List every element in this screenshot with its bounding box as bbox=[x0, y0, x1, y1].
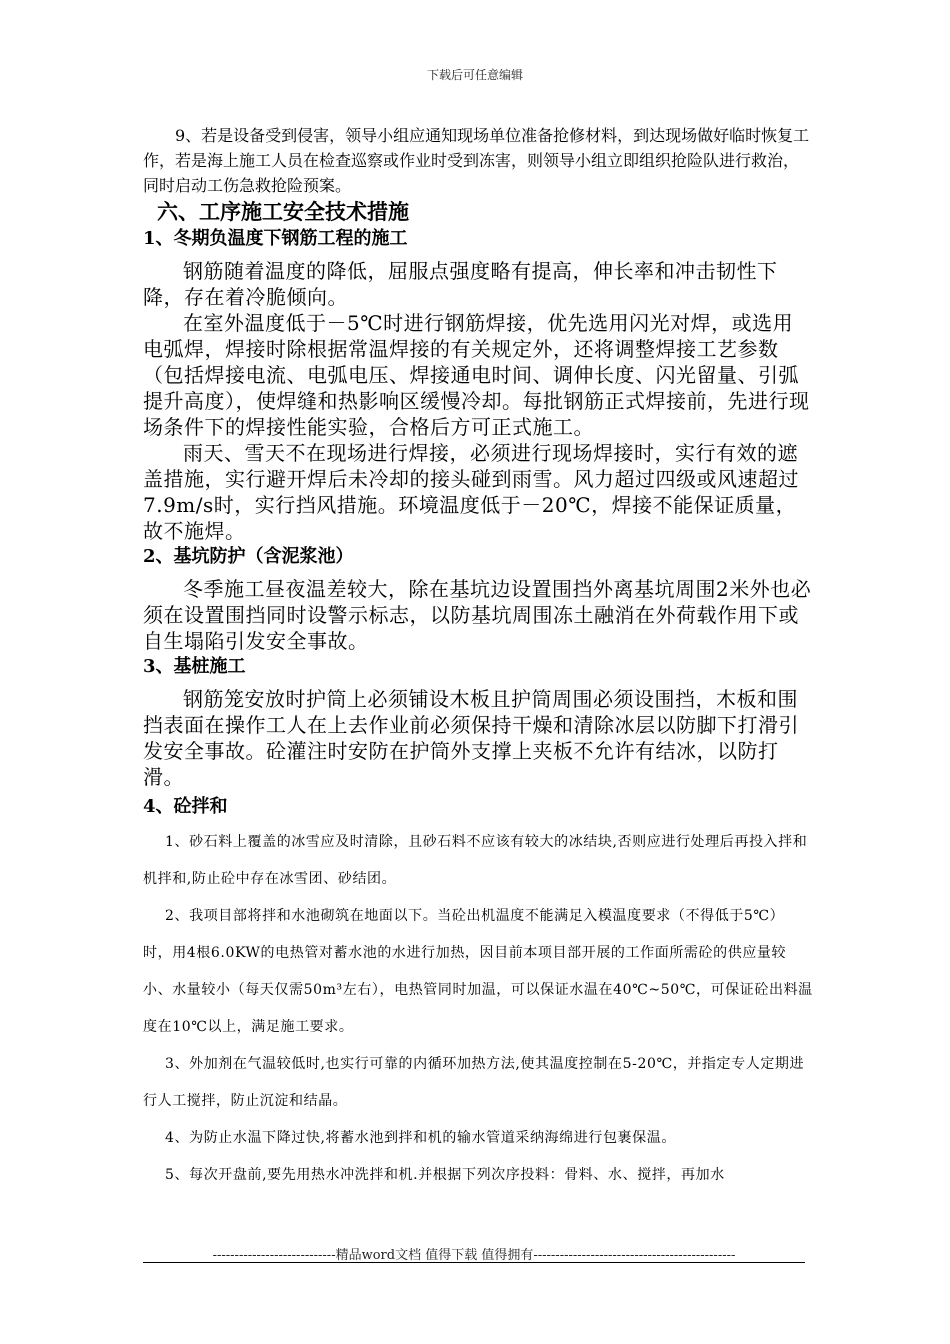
subsection-1-paragraph-3: 雨天、雪天不在现场进行焊接，必须进行现场焊接时，实行有效的遮盖措施，实行避开焊后未冷却的接头碰到雨雪。风力超过四级或风速超过7.9m/s时，实行挡风措施。环境温度低于－20℃，焊接不能保证质量，故不施焊。 bbox=[143, 441, 799, 543]
section-6-heading: 六、工序施工安全技术措施 bbox=[157, 199, 409, 224]
footer-divider bbox=[143, 1262, 805, 1263]
body-content bbox=[143, 123, 813, 1194]
subsection-1-paragraph-2: 在室外温度低于－5℃时进行钢筋焊接，优先选用闪光对焊，或选用电弧焊，焊接时除根据常温焊接的有关规定外，还将调整焊接工艺参数（包括焊接电流、电弧电压、焊接通电时间、调伸长度、闪光留量、引弧提升高度），使焊缝和热影响区缓慢冷却。每批钢筋正式焊接前，先进行现场条件下的焊接性能实验，合格后方可正式施工。 bbox=[143, 311, 810, 439]
subsection-4-heading: 4、砼拌和 bbox=[143, 796, 228, 817]
subsection-3-heading: 3、基桩施工 bbox=[143, 656, 246, 677]
list-item: 4、为防止水温下降过快,将蓄水池到拌和机的输水管道采纳海绵进行包裹保温。 bbox=[165, 1130, 676, 1146]
list-item: 2、我项目部将拌和水池砌筑在地面以下。当砼出机温度不能满足入模温度要求（不得低于5℃）时，用4根6.0KW的电热管对蓄水池的水进行加热，因目前本项目部开展的工作面所需砼的供应量较小、水量较小（每天仅需50m³左右），电热管同时加温，可以保证水温在40℃~50℃，可保证砼出料温度在10℃以上，满足施工要求。 bbox=[143, 908, 813, 1035]
subsection-1-paragraph-1: 钢筋随着温度的降低，屈服点强度略有提高，伸长率和冲击韧性下降，存在着冷脆倾向。 bbox=[143, 259, 778, 309]
subsection-3-paragraph-1: 钢筋笼安放时护筒上必须铺设木板且护筒周围必须设围挡，木板和围挡表面在操作工人在上去作业前必须保持干燥和清除冰层以防脚下打滑引发安全事故。砼灌注时安防在护筒外支撑上夹板不允许有结冰，以防打滑。 bbox=[143, 687, 799, 789]
paragraph-item-9: 9、若是设备受到侵害，领导小组应通知现场单位准备抢修材料，到达现场做好临时恢复工作，若是海上施工人员在检查巡察或作业时受到冻害，则领导小组立即组织抢险队进行救治，同时启动工伤急救抢险预案。 bbox=[143, 126, 810, 195]
list-item: 5、每次开盘前,要先用热水冲洗拌和机.并根据下列次序投料：骨料、水、搅拌，再加水 bbox=[165, 1167, 725, 1183]
subsection-1-heading: 1、冬期负温度下钢筋工程的施工 bbox=[143, 228, 408, 249]
footer-note: ----------------------------精品word文档 值得下载 值得拥有---------------------------------------------- bbox=[212, 1248, 736, 1263]
list-item: 1、砂石料上覆盖的冰雪应及时清除，且砂石料不应该有较大的冰结块,否则应进行处理后再投入拌和机拌和,防止砼中存在冰雪团、砂结团。 bbox=[143, 834, 808, 887]
subsection-2-paragraph-1: 冬季施工昼夜温差较大，除在基坑边设置围挡外离基坑周围2米外也必须在设置围挡同时设警示标志，以防基坑周围冻土融消在外荷载作用下或自生塌陷引发安全事故。 bbox=[143, 577, 812, 653]
header-note: 下载后可任意编辑 bbox=[426, 68, 523, 82]
subsection-2-heading: 2、基坑防护（含泥浆池） bbox=[143, 546, 354, 567]
list-item: 3、外加剂在气温较低时,也实行可靠的内循环加热方法,使其温度控制在5-20℃，并指定专人定期进行人工搅拌，防止沉淀和结晶。 bbox=[143, 1056, 805, 1109]
